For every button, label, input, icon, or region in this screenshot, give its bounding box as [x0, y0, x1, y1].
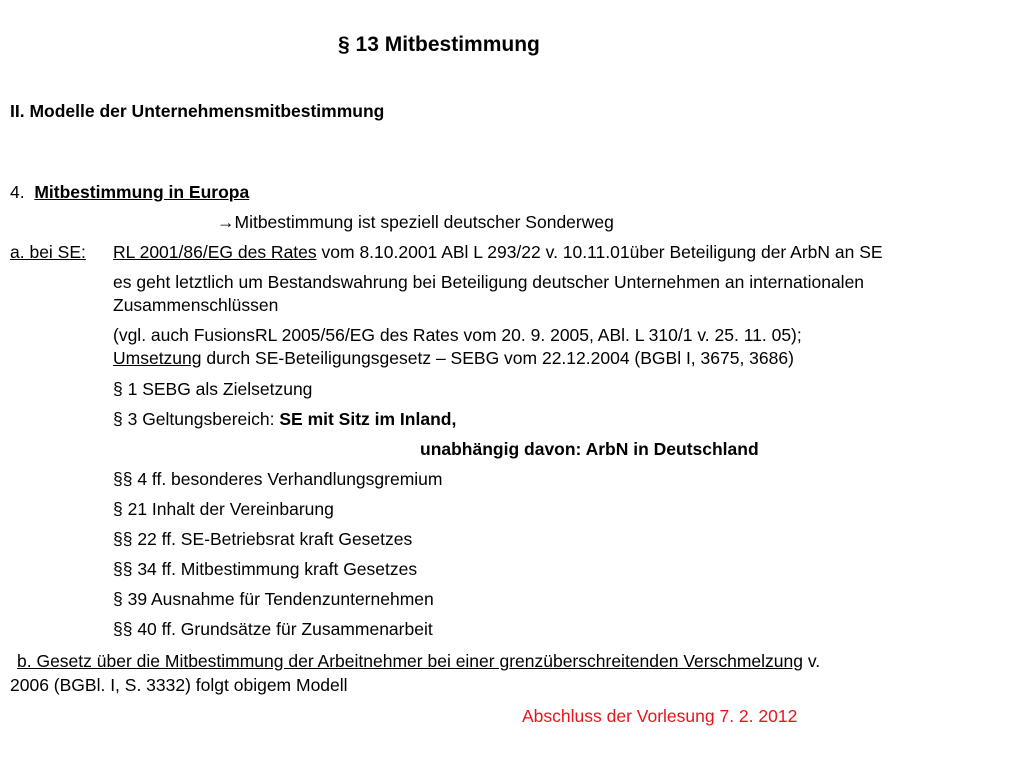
geltungsbereich [113, 408, 456, 430]
geltungsbereich-label: § 3 Geltungsbereich: [113, 409, 280, 429]
reference-line-2 [113, 347, 794, 369]
rl-link[interactable]: RL 2001/86/EG des Rates [113, 242, 317, 262]
item-4-number: 4. [10, 182, 25, 202]
purpose-line-2: Zusammenschlüssen [113, 295, 279, 315]
list-item: §§ 4 ff. besonderes Verhandlungsgremium [113, 469, 443, 489]
geltungsbereich-bold: SE mit Sitz im Inland, [279, 409, 457, 429]
list-item: §§ 22 ff. SE-Betriebsrat kraft Gesetzes [113, 529, 413, 549]
list-item: § 21 Inhalt der Vereinbarung [113, 499, 334, 519]
b-link[interactable]: b. Gesetz über die Mitbestimmung der Arbeitnehmer bei einer grenzüberschreitenden Verschmelzung [17, 651, 803, 671]
list-item: § 39 Ausnahme für Tendenzunternehmen [113, 589, 434, 609]
sonderweg-note [217, 211, 614, 233]
footer-note: Abschluss der Vorlesung 7. 2. 2012 [522, 706, 798, 726]
geltungsbereich-bold-2: unabhängig davon: ArbN in Deutschland [420, 439, 759, 459]
rl-line [113, 241, 883, 263]
arrow-right-icon: → [217, 212, 235, 232]
reference-line-1: (vgl. auch FusionsRL 2005/56/EG des Rates vom 20. 9. 2005, ABl. L 310/1 v. 25. 11. 05); [113, 325, 802, 345]
umsetzung-link[interactable]: Umsetzung [113, 348, 202, 368]
a-label: a. bei SE: [10, 242, 86, 262]
sebg-1: § 1 SEBG als Zielsetzung [113, 379, 313, 399]
rl-rest: vom 8.10.2001 ABl L 293/22 v. 10.11.01über Beteiligung der ArbN an SE [316, 242, 883, 262]
section-heading: II. Modelle der Unternehmensmitbestimmung [10, 101, 385, 121]
item-4-title: Mitbestimmung in Europa [34, 182, 250, 202]
b-line-1 [17, 650, 820, 672]
umsetzung-rest: durch SE-Beteiligungsgesetz – SEBG vom 22.12.2004 (BGBl I, 3675, 3686) [201, 348, 794, 368]
purpose-line-1: es geht letztlich um Bestandswahrung bei Beteiligung deutscher Unternehmen an internationalen [113, 272, 865, 292]
item-4-heading [10, 181, 249, 203]
sonderweg-text: Mitbestimmung ist speziell deutscher Sonderweg [234, 212, 614, 232]
list-item: §§ 34 ff. Mitbestimmung kraft Gesetzes [113, 559, 418, 579]
list-item: §§ 40 ff. Grundsätze für Zusammenarbeit [113, 619, 433, 639]
page-title: § 13 Mitbestimmung [338, 33, 540, 56]
b-rest: v. [802, 651, 821, 671]
b-line-2: 2006 (BGBl. I, S. 3332) folgt obigem Modell [10, 675, 348, 695]
